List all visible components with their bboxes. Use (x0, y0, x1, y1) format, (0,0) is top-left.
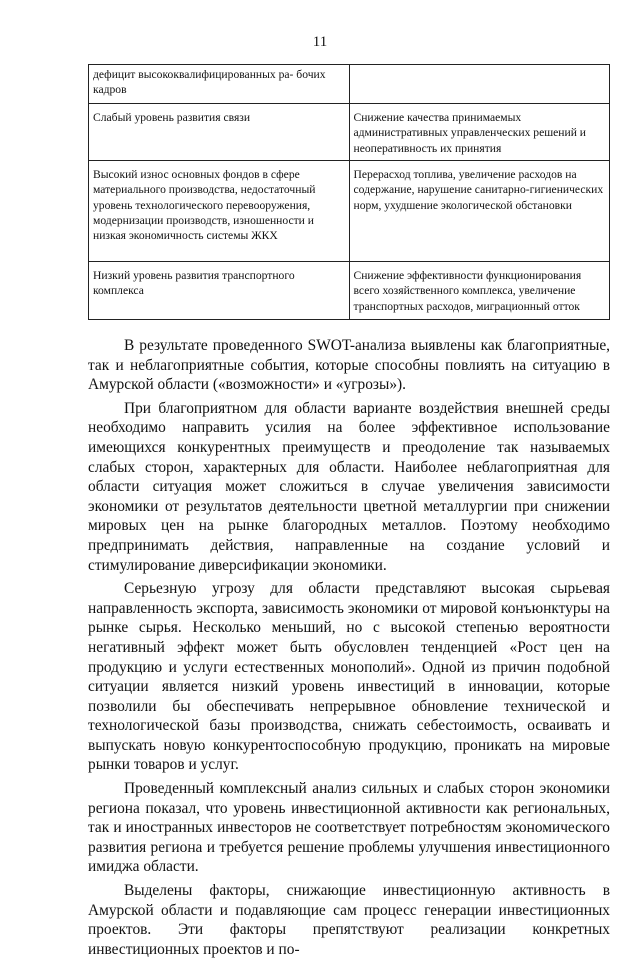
table-cell-consequence: Перерасход топлива, увеличение расходов на содержание, нарушение санитарно-гигиенических норм, ухудшение экологической обстановки (349, 161, 610, 262)
table-cell-factor: Высокий износ основных фондов в сфере материального производства, недостаточный уровень технологического перевооружения, модернизации производств, изношенности и низкая экономичность системы ЖКХ (89, 161, 350, 262)
table-row (89, 65, 610, 104)
page-number: 11 (312, 34, 328, 50)
paragraph: При благоприятном для области варианте воздействия внешней среды необходимо направить усилия на более эффективное использование имеющихся конкурентных преимуществ и преодоление так называемых слабых сторон, характерных для области. Наиболее неблагоприятная для области ситуация может сложиться в случае увеличения зависимости экономики от результатов деятельности цветной металлургии при снижении мировых цен на рынке благородных металлов. Поэтому необходимо предпринимать действия, направленные на создание условий и стимулирование диверсификации экономики. (88, 399, 610, 574)
table-row (89, 161, 610, 262)
table-cell-factor: дефицит высококвалифицированных ра- бочих кадров (89, 65, 350, 104)
paragraph: В результате проведенного SWOT-анализа выявлены как благоприятные, так и неблагоприятные события, которые способны повлиять на ситуацию в Амурской области («возможности» и «угрозы»). (88, 337, 610, 394)
body-text (88, 336, 610, 959)
paragraph: Проведенный комплексный анализ сильных и слабых сторон экономики региона показал, что уровень инвестиционной активности как региональных, так и иностранных инвесторов не соответствует потребностям экономического развития региона и требуется решение проблемы улучшения инвестиционного имиджа области. (88, 780, 610, 876)
table-cell-consequence: Снижение эффективности функционирования всего хозяйственного комплекса, увеличение транспортных расходов, миграционный отток (349, 262, 610, 320)
paragraph: Серьезную угрозу для области представляют высокая сырьевая направленность экспорта, зависимость экономики от мировой конъюнктуры на рынке сырья. Несколько меньший, но с высокой степенью вероятности негативный эффект может быть обусловлен тенденцией «Рост цен на продукцию и услуги естественных монополий». Одной из причин подобной ситуации является низкий уровень инвестиций в инновации, которые позволили бы обеспечивать непрерывное обновление технической и технологической базы производства, снижать себестоимость, осваивать и выпускать новую конкурентоспособную продукцию, проникать на мировые рынки товаров и услуг. (88, 580, 610, 774)
table-cell-consequence (349, 65, 610, 104)
table-cell-consequence: Снижение качества принимаемых административных управленческих решений и неоперативность их принятия (349, 104, 610, 161)
paragraph: Выделены факторы, снижающие инвестиционную активность в Амурской области и подавляющие сам процесс генерации инвестиционных проектов. Эти факторы препятствуют реализации конкретных инвестиционных проектов и по- (88, 882, 610, 958)
table-row (89, 262, 610, 320)
swot-table (88, 64, 610, 320)
table-row (89, 104, 610, 161)
table-cell-factor: Слабый уровень развития связи (89, 104, 350, 161)
table-cell-factor: Низкий уровень развития транспортного комплекса (89, 262, 350, 320)
